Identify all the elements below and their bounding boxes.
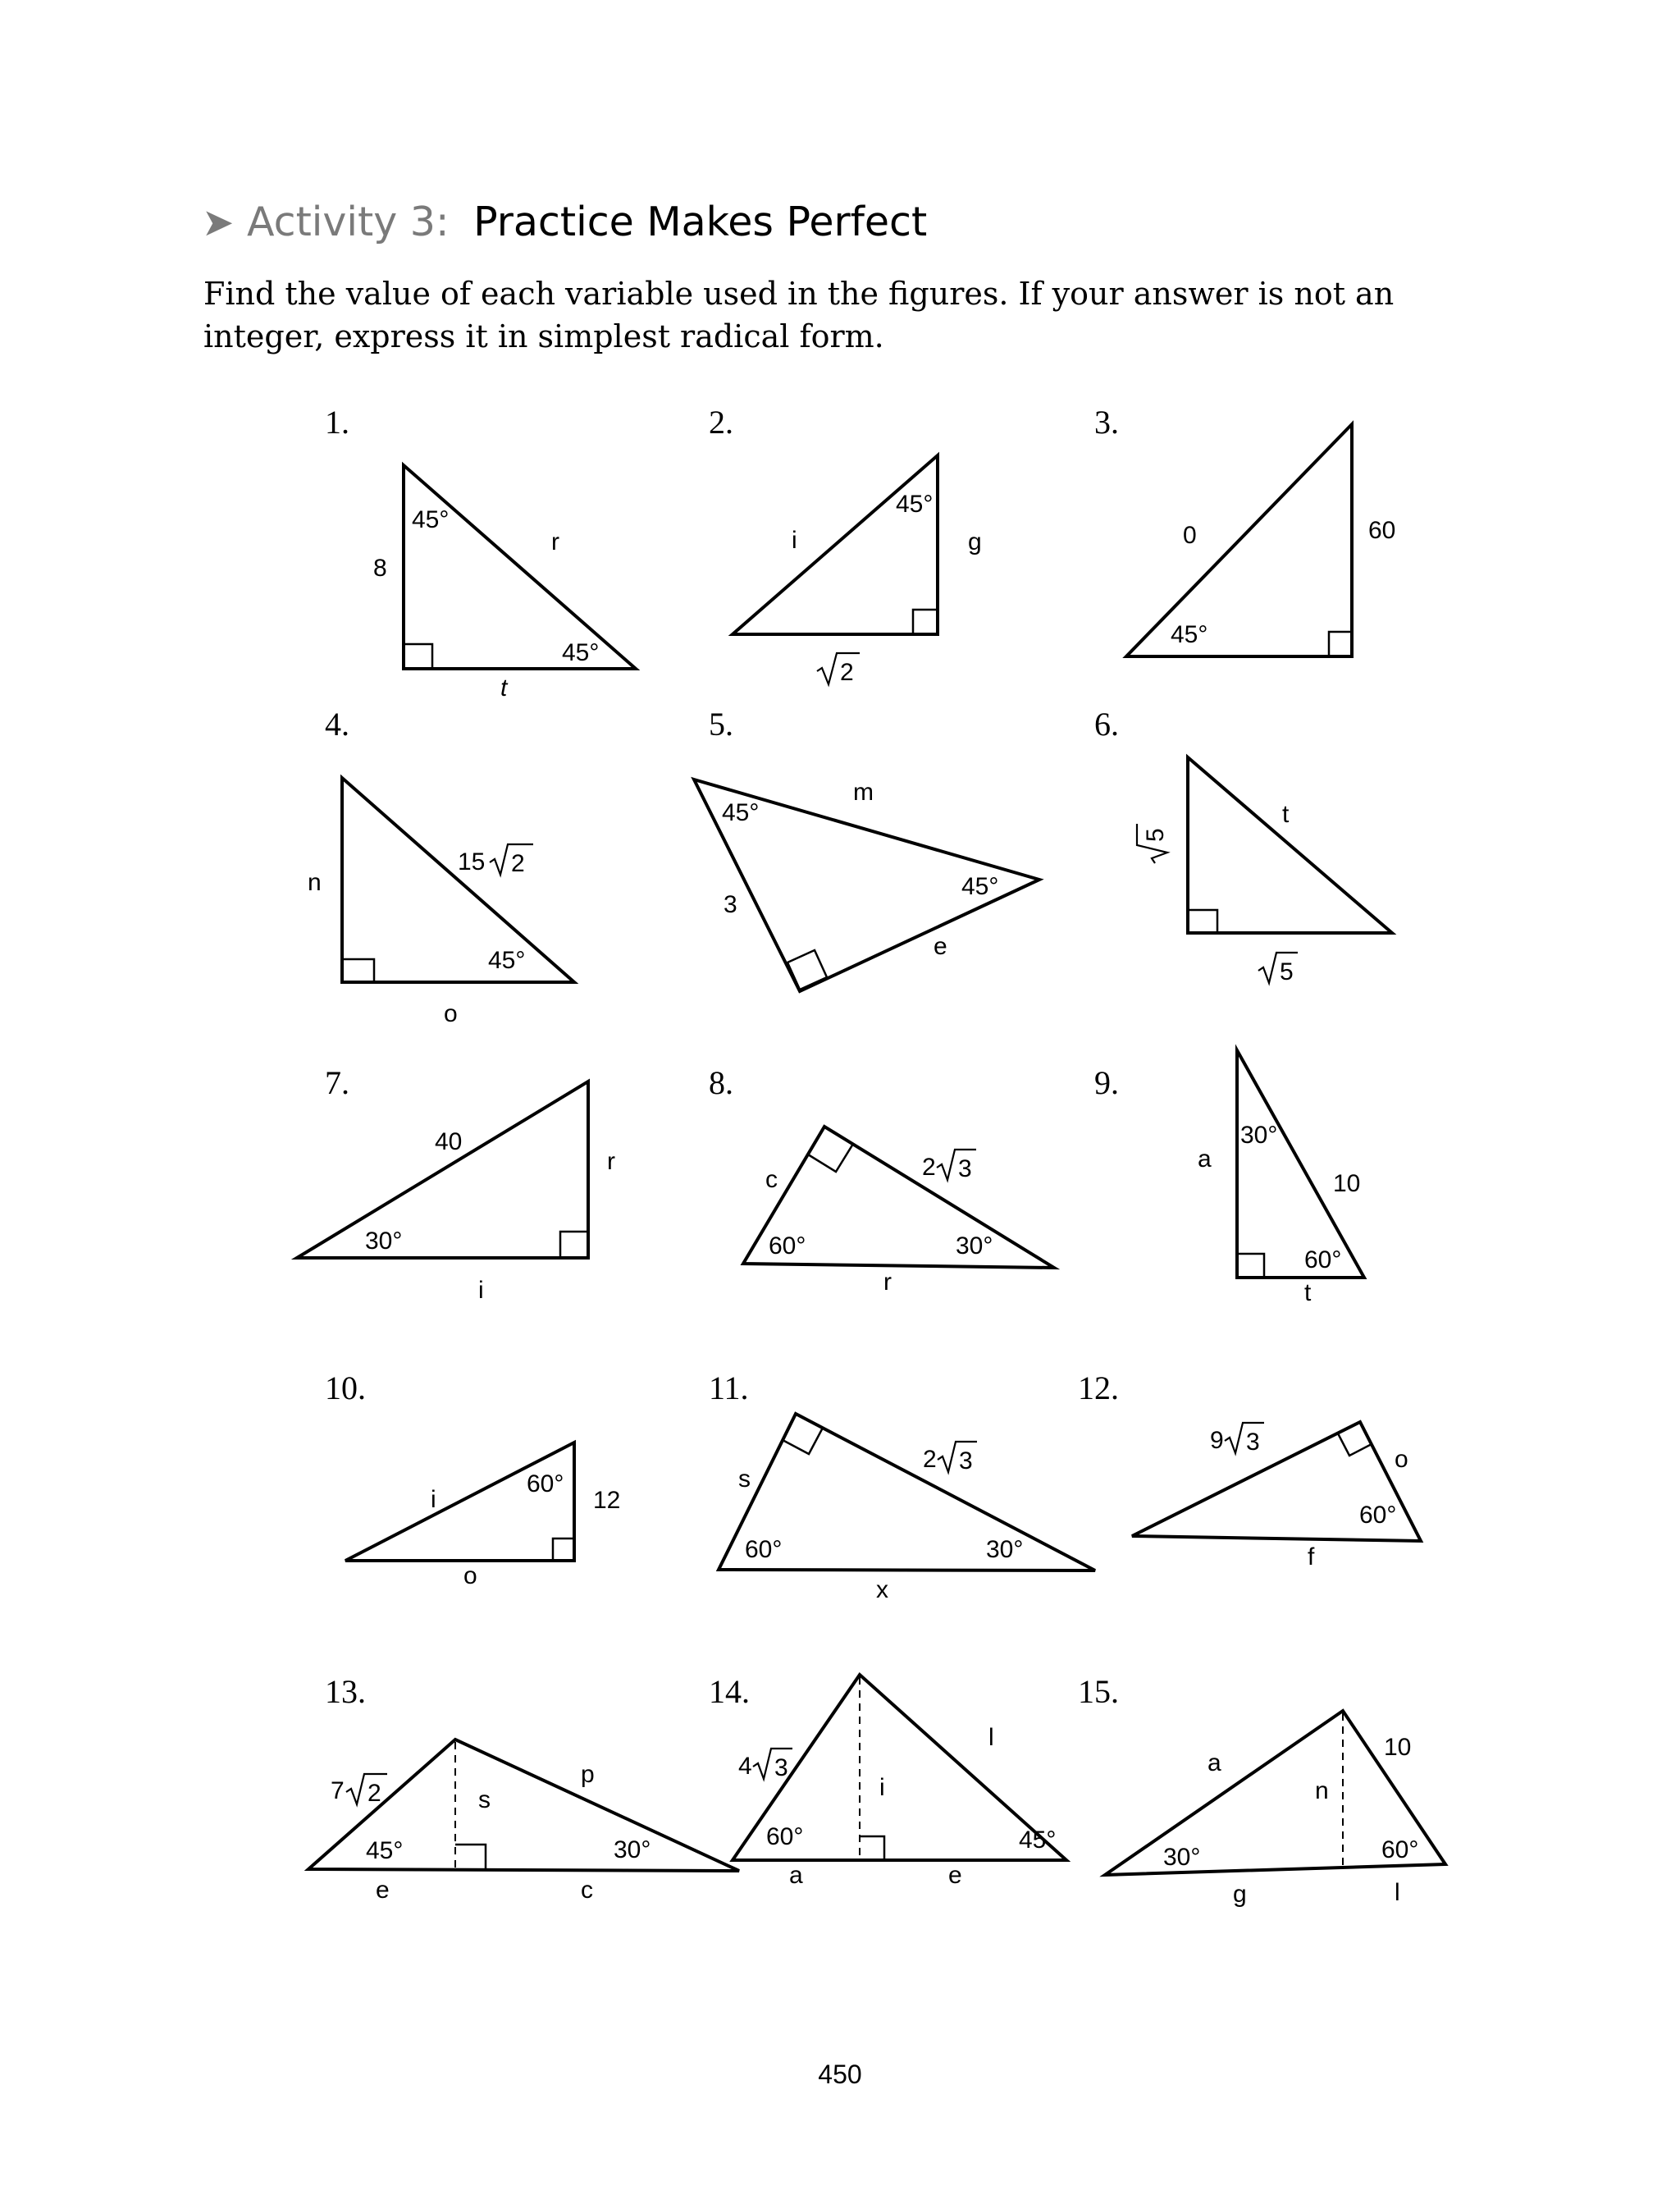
side-label: 10 (1333, 1170, 1361, 1197)
side-label: 12 (593, 1487, 621, 1514)
problem-number: 12. (1078, 1369, 1119, 1406)
variable-label: p (581, 1761, 595, 1788)
variable-label: a (789, 1862, 803, 1889)
triangle (733, 455, 938, 634)
radicand: 3 (958, 1155, 972, 1182)
problem-11 (709, 1369, 1095, 1603)
angle-label: 30° (365, 1228, 403, 1255)
problem-4 (308, 706, 574, 1027)
radicand: 5 (1142, 828, 1169, 842)
problem-number: 11. (709, 1369, 749, 1406)
activity-title: Practice Makes Perfect (473, 199, 928, 245)
variable-label: g (1233, 1881, 1247, 1908)
problem-number: 14. (709, 1673, 750, 1710)
angle-label: 45° (961, 873, 999, 900)
variable-label: t (500, 674, 508, 702)
problem-12 (1078, 1369, 1421, 1570)
variable-label: i (431, 1486, 436, 1513)
variable-label: n (1315, 1777, 1329, 1804)
angle-label: 45° (488, 947, 526, 974)
angle-label: 45° (562, 639, 600, 666)
angle-label: 30° (986, 1536, 1024, 1563)
problem-number: 8. (709, 1064, 733, 1101)
angle-label: 30° (614, 1836, 651, 1863)
triangle (297, 1081, 588, 1258)
variable-label: l (1395, 1879, 1400, 1906)
angle-label: 60° (527, 1470, 564, 1497)
problem-number: 5. (709, 706, 733, 743)
radicand: 2 (511, 850, 525, 877)
right-angle-mark (560, 1232, 588, 1258)
variable-label: g (968, 528, 982, 556)
radicand: 3 (774, 1754, 788, 1781)
right-angle-mark (783, 1414, 823, 1454)
right-angle-mark (808, 1127, 853, 1172)
angle-label: 60° (745, 1536, 783, 1563)
problem-number: 10. (325, 1369, 366, 1406)
radicand: 3 (1246, 1429, 1260, 1456)
problem-3 (1094, 404, 1395, 656)
angle-label: 60° (1359, 1502, 1397, 1529)
arrow-icon: ➤ (202, 200, 235, 245)
variable-label: f (1308, 1543, 1315, 1570)
variable-label: l (988, 1724, 994, 1751)
page-number: 450 (818, 2060, 862, 2089)
side-coefficient: 4 (738, 1753, 752, 1780)
problem-13 (308, 1673, 739, 1904)
side-label: 10 (1384, 1734, 1412, 1761)
problem-9 (1094, 1050, 1364, 1306)
variable-label: c (765, 1166, 778, 1193)
side-coefficient: 7 (331, 1777, 345, 1804)
right-angle-mark (404, 644, 432, 669)
variable-label: i (879, 1774, 885, 1801)
problem-number: 2. (709, 404, 733, 441)
triangle (342, 778, 574, 982)
problem-7 (297, 1064, 615, 1304)
variable-label: s (738, 1465, 751, 1493)
problem-2 (709, 404, 982, 686)
problem-number: 13. (325, 1673, 366, 1710)
variable-label: t (1282, 801, 1290, 828)
variable-label: r (607, 1148, 615, 1175)
right-angle-mark (860, 1836, 884, 1860)
instructions: Find the value of each variable used in the figures. If your answer is not an integer, express it in simplest radical form. (203, 276, 1395, 354)
variable-label: s (478, 1786, 491, 1813)
variable-label: c (581, 1877, 593, 1904)
problem-1 (325, 404, 636, 702)
variable-label: n (308, 869, 322, 896)
problem-8 (709, 1064, 1054, 1296)
triangle (345, 1442, 574, 1561)
side-coefficient: 15 (458, 848, 486, 876)
side-label: 40 (435, 1128, 463, 1155)
variable-label: t (1304, 1279, 1312, 1306)
side-coefficient: 9 (1210, 1427, 1224, 1454)
angle-label: 45° (896, 491, 934, 518)
problem-number: 9. (1094, 1064, 1119, 1101)
side-label: 8 (373, 555, 387, 582)
variable-label: e (376, 1877, 390, 1904)
problem-15 (1078, 1673, 1445, 1908)
rotated-radical (1137, 824, 1169, 863)
triangle (1237, 1050, 1364, 1278)
radicand: 5 (1280, 958, 1294, 985)
variable-label: r (551, 528, 559, 556)
problem-number: 7. (325, 1064, 349, 1101)
right-angle-mark (788, 950, 827, 990)
angle-label: 45° (412, 506, 450, 533)
variable-label: a (1208, 1749, 1221, 1776)
variable-label: i (478, 1277, 484, 1304)
angle-label: 45° (1171, 621, 1208, 648)
side-label: 3 (724, 891, 737, 918)
side-coefficient: 2 (922, 1154, 936, 1181)
variable-label: i (792, 527, 797, 554)
angle-label: 30° (1163, 1844, 1201, 1871)
triangle (1188, 757, 1392, 933)
right-angle-mark (553, 1538, 574, 1561)
variable-label: m (853, 779, 874, 806)
angle-label: 30° (1240, 1122, 1278, 1149)
activity-label: Activity 3: (246, 199, 450, 245)
side-label: 60 (1368, 517, 1396, 544)
angle-label: 60° (1381, 1836, 1419, 1863)
triangle (1126, 424, 1352, 656)
variable-label: o (463, 1562, 477, 1589)
problem-number: 4. (325, 706, 349, 743)
radicand: 2 (368, 1780, 381, 1807)
variable-label: 0 (1183, 522, 1197, 549)
right-angle-mark (1329, 632, 1352, 656)
angle-label: 60° (766, 1823, 804, 1850)
problem-number: 3. (1094, 404, 1119, 441)
problem-5 (694, 706, 1039, 991)
problem-6 (1094, 706, 1392, 985)
angle-label: 60° (1304, 1246, 1342, 1273)
angle-label: 45° (1019, 1827, 1057, 1854)
side-coefficient: 2 (923, 1446, 937, 1473)
angle-label: 45° (722, 799, 760, 826)
right-angle-mark (455, 1845, 486, 1869)
radicand: 2 (840, 659, 854, 686)
triangle (404, 465, 636, 669)
problem-number: 6. (1094, 706, 1119, 743)
problem-number: 1. (325, 404, 349, 441)
right-angle-mark (342, 959, 374, 982)
variable-label: o (444, 1000, 458, 1027)
radicand: 3 (959, 1447, 973, 1474)
right-angle-mark (1338, 1422, 1372, 1456)
right-angle-mark (913, 610, 938, 634)
angle-label: 60° (769, 1232, 806, 1260)
variable-label: x (876, 1576, 888, 1603)
angle-label: 45° (366, 1837, 404, 1864)
problem-14 (709, 1673, 1066, 1889)
right-angle-mark (1237, 1254, 1264, 1278)
angle-label: 30° (956, 1232, 993, 1260)
variable-label: a (1198, 1145, 1212, 1173)
variable-label: o (1395, 1446, 1408, 1473)
problem-10 (325, 1369, 620, 1589)
variable-label: r (883, 1269, 892, 1296)
variable-label: e (948, 1862, 962, 1889)
right-angle-mark (1188, 910, 1217, 933)
problem-number: 15. (1078, 1673, 1119, 1710)
variable-label: e (934, 933, 947, 960)
